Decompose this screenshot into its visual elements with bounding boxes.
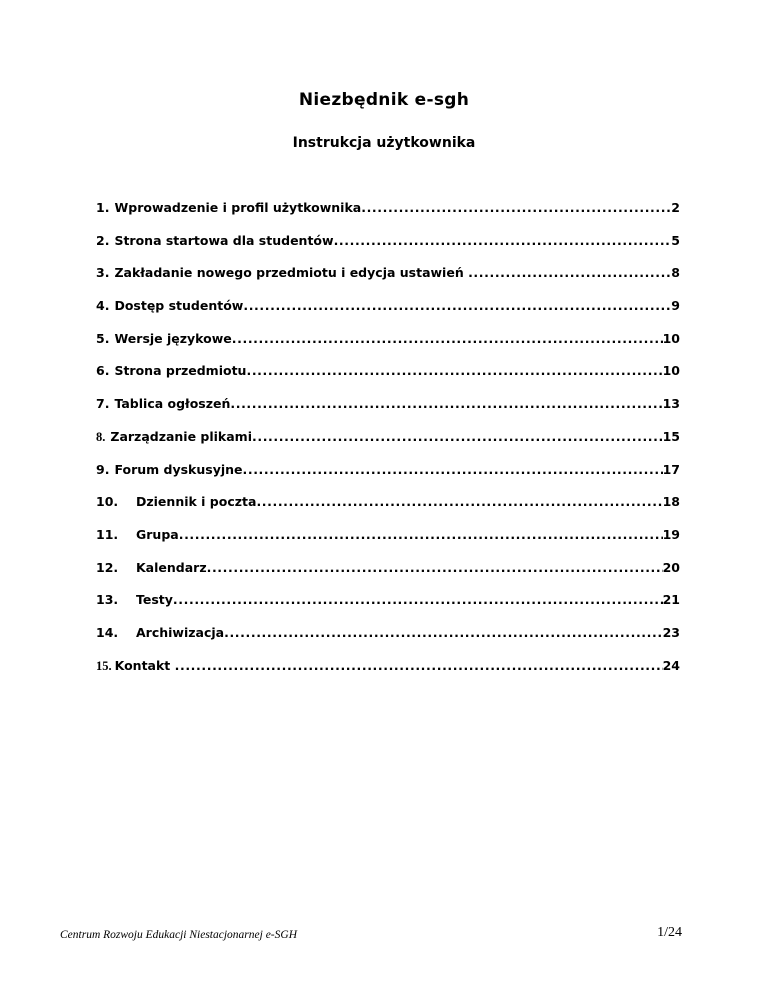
toc-number: 12.: [96, 559, 119, 575]
toc-number: 3.: [96, 265, 110, 281]
toc-page-number: 20: [662, 559, 680, 575]
toc-leader: [334, 233, 672, 248]
toc-label: Forum dyskusyjne: [114, 461, 243, 477]
toc-label: Tablica ogłoszeń: [114, 396, 231, 412]
toc-page-number: 18: [662, 494, 680, 510]
toc-entry-15[interactable]: [96, 658, 680, 691]
toc-number: 10.: [96, 494, 119, 510]
toc-leader: [232, 331, 663, 346]
toc-number: 6.: [96, 363, 110, 379]
toc-page-number: 17: [662, 461, 680, 477]
toc-leader: [361, 200, 671, 215]
toc-number: 11.: [96, 526, 119, 542]
toc-page-number: 21: [662, 592, 680, 608]
toc-label: Wersje językowe: [114, 330, 232, 346]
toc-label: Kontakt: [114, 657, 175, 673]
toc-entry-9[interactable]: [96, 462, 680, 495]
toc-label: Dziennik i poczta: [136, 494, 257, 510]
toc-entry-5[interactable]: [96, 331, 680, 364]
toc-number: 2.: [96, 232, 110, 248]
toc-number: 7.: [96, 396, 110, 412]
footer-page-indicator: 1/24: [657, 925, 682, 940]
toc-number: 13.: [96, 592, 119, 608]
toc-label: Zarządzanie plikami: [110, 428, 252, 444]
toc-number: 4.: [96, 298, 110, 314]
toc-number: 8.: [96, 429, 106, 444]
document-subtitle: Instrukcja użytkownika: [292, 135, 476, 151]
toc-entry-3[interactable]: [96, 265, 680, 298]
toc-entry-13[interactable]: [96, 592, 680, 625]
toc-leader: [173, 592, 663, 607]
toc-leader: [243, 298, 671, 313]
toc-leader: [246, 363, 662, 378]
toc-leader: [468, 265, 671, 280]
toc-page-number: 5: [671, 232, 680, 248]
toc-page-number: 9: [671, 298, 680, 314]
toc-label: Zakładanie nowego przedmiotu i edycja ustawień: [114, 265, 469, 281]
toc-entry-10[interactable]: [96, 494, 680, 527]
toc-entry-8[interactable]: [96, 429, 680, 462]
toc-label: Archiwizacja: [136, 624, 225, 640]
toc-page-number: 10: [662, 330, 680, 346]
toc-number: 5.: [96, 330, 110, 346]
toc-leader: [256, 494, 662, 509]
toc-page-number: 2: [671, 200, 680, 215]
toc-page-number: 13: [662, 396, 680, 412]
toc-number: 14.: [96, 624, 119, 640]
toc-entry-7[interactable]: [96, 396, 680, 429]
toc-leader: [175, 658, 663, 673]
toc-leader: [230, 396, 662, 411]
toc-page-number: 8: [671, 265, 680, 281]
toc-entry-2[interactable]: [96, 233, 680, 266]
toc-entry-6[interactable]: [96, 363, 680, 396]
toc-page-number: 24: [662, 657, 680, 673]
toc-page-number: 15: [662, 428, 680, 444]
toc-label: Strona startowa dla studentów: [114, 232, 334, 248]
toc-leader: [179, 527, 663, 542]
toc-entry-12[interactable]: [96, 560, 680, 593]
toc-entry-1[interactable]: [96, 200, 680, 233]
toc-label: Testy: [136, 592, 173, 608]
toc-page-number: 23: [662, 624, 680, 640]
toc-leader: [207, 560, 663, 575]
toc-number: 9.: [96, 461, 110, 477]
toc-entry-14[interactable]: [96, 625, 680, 658]
toc-label: Wprowadzenie i profil użytkownika: [114, 200, 362, 215]
toc-number: 15.: [96, 658, 112, 673]
toc-number: 1.: [96, 200, 110, 215]
toc-leader: [252, 429, 663, 444]
toc-page-number: 19: [662, 526, 680, 542]
toc-entry-4[interactable]: [96, 298, 680, 331]
toc-leader: [224, 625, 662, 640]
toc-page-number: 10: [662, 363, 680, 379]
document-title: Niezbędnik e-sgh: [298, 90, 470, 110]
toc-label: Strona przedmiotu: [114, 363, 247, 379]
toc-leader: [243, 462, 663, 477]
footer-organization: Centrum Rozwoju Edukacji Niestacjonarnej e-SGH: [60, 929, 297, 941]
toc-label: Kalendarz: [136, 559, 207, 575]
toc-label: Dostęp studentów: [114, 298, 244, 314]
toc-entry-11[interactable]: [96, 527, 680, 560]
table-of-contents: [96, 200, 680, 690]
toc-label: Grupa: [136, 526, 179, 542]
